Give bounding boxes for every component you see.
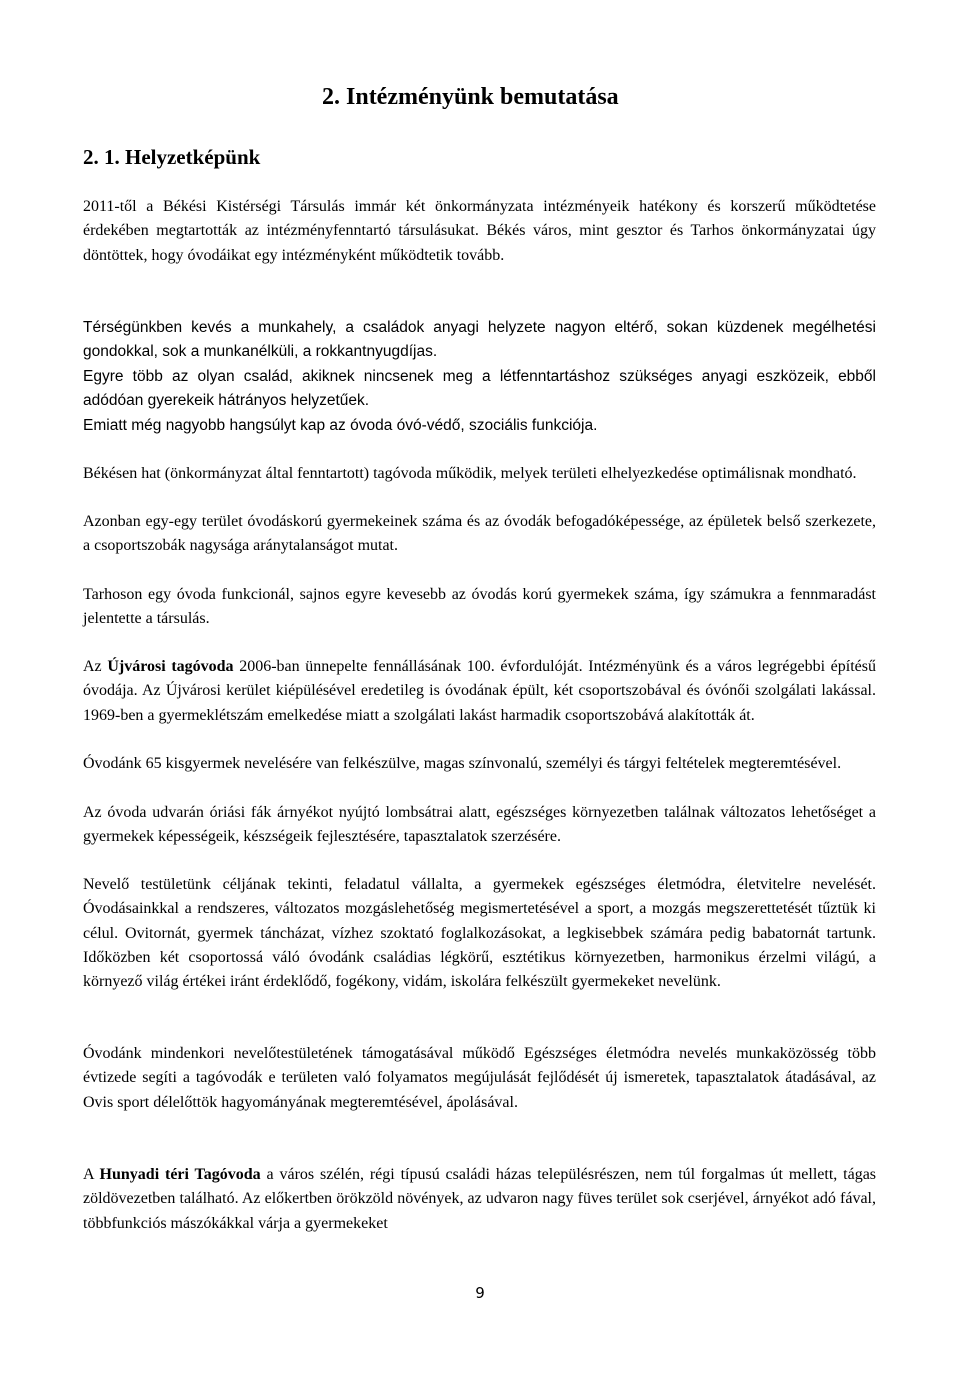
paragraph-families: Egyre több az olyan család, akiknek nincsenek meg a létfenntartáshoz szükséges anyagi eszközeik, ebből adódóan gyerekeik hátrányos helyzetűek.: [83, 368, 876, 410]
paragraph-intro: 2011-től a Békési Kistérségi Társulás immár két önkormányzata intézményeik hatékony és korszerű működtetése érdekében megtartották az intézményfenntartó társulásukat. Békés város, mint gesztor és Tarhos önkormányzatai úgy döntöttek, hogy óvodáikat egy intézményként működtetik tovább.: [83, 198, 876, 264]
paragraph-workgroup: Óvodánk mindenkori nevelőtestületének támogatásával működő Egészséges életmódra nevelés munkaközösség több évtizede segíti a tagóvodák e területen való folyamatos megújulását fejlődését új ismeretek, tapasztalatok átadásával, az Ovis sport délelőttök hagyományának megteremtésével, ápolásával.: [83, 1045, 876, 1111]
paragraph-ujvarosi: [83, 655, 876, 728]
page-number: 9: [475, 1284, 485, 1302]
paragraph-yard: Az óvoda udvarán óriási fák árnyékot nyújtó lombsátrai alatt, egészséges környezetben találnak változatos lehetőséget a gyermekek képességeik, készségeik fejlesztésére, tapasztalatok szerzésére.: [83, 804, 876, 846]
paragraph-hunyadi: [83, 1163, 876, 1236]
paragraph-region: Térségünkben kevés a munkahely, a családok anyagi helyzete nagyon eltérő, sokan küzdenek megélhetési gondokkal, sok a munkanélküli, a rokkantnyugdíjas.: [83, 319, 876, 361]
section-title: 2. Intézményünk bemutatása: [322, 84, 619, 110]
paragraph-social-function: Emiatt még nagyobb hangsúlyt kap az óvoda óvó-védő, szociális funkciója.: [83, 417, 598, 434]
ujvarosi-text: 2006-ban ünnepelte fennállásának 100. évfordulóját. Intézményünk és a város legrégebbi építésű óvodája. Az Újvárosi kerület kiépülésével eredetileg is óvodának épült, két csoportszobával és óvónői szolgálati lakással. 1969-ben a gyermeklétszám emelkedése miatt a szolgálati lakást harmadik csoportszobává alakították át.: [83, 658, 876, 724]
ujvarosi-prefix: Az: [83, 658, 108, 675]
hunyadi-name: Hunyadi téri Tagóvoda: [99, 1166, 261, 1183]
hunyadi-text: a város szélén, régi típusú családi házas településrészen, nem túl forgalmas út mellett, tágas zöldövezetben található. Az előkertben örökzöld növények, az udvaron nagy füves terület sok cserjével, árnyékot adó fával, többfunkciós mászókákkal várja a gyermekeket: [83, 1166, 877, 1232]
paragraph-bekes-kindergartens: Békésen hat (önkormányzat által fenntartott) tagóvoda működik, melyek területi elhelyezkedése optimálisnak mondható.: [83, 465, 857, 482]
paragraph-disproportion: Azonban egy-egy terület óvodáskorú gyermekeinek száma és az óvodák befogadóképessége, az épületek belső szerkezete, a csoportszobák nagysága aránytalanságot mutat.: [83, 513, 876, 555]
paragraph-healthy-lifestyle: Nevelő testületünk céljának tekinti, feladatul vállalta, a gyermekek egészséges életmódra, életvitelre nevelését. Óvodásainkkal a rendszeres, változatos mozgáslehetőség megismertetésével a sport, a mozgás megszerettetését tűztük ki célul. Ovitornát, gyermek táncházat, vízhez szoktató foglalkozásokat, a legkisebbek számára pedig babatornát tartunk. Időközben két csoportossá váló óvodánk családias légkörű, esztétikus környezetben, harmonikus érzelmi világú, a környező világ értékei iránt érdeklődő, fogékony, vidám, iskolára felkészült gyermekeket nevelünk.: [83, 876, 876, 991]
subsection-title: 2. 1. Helyzetképünk: [83, 145, 261, 169]
paragraph-capacity: Óvodánk 65 kisgyermek nevelésére van felkészülve, magas színvonalú, személyi és tárgyi feltételek megteremtésével.: [83, 755, 842, 772]
paragraph-tarhos: Tarhoson egy óvoda funkcionál, sajnos egyre kevesebb az óvodás korú gyermekek száma, így számukra a fennmaradást jelentette a társulás.: [83, 586, 876, 628]
hunyadi-prefix: A: [83, 1166, 100, 1183]
ujvarosi-name: Újvárosi tagóvoda: [107, 658, 234, 675]
